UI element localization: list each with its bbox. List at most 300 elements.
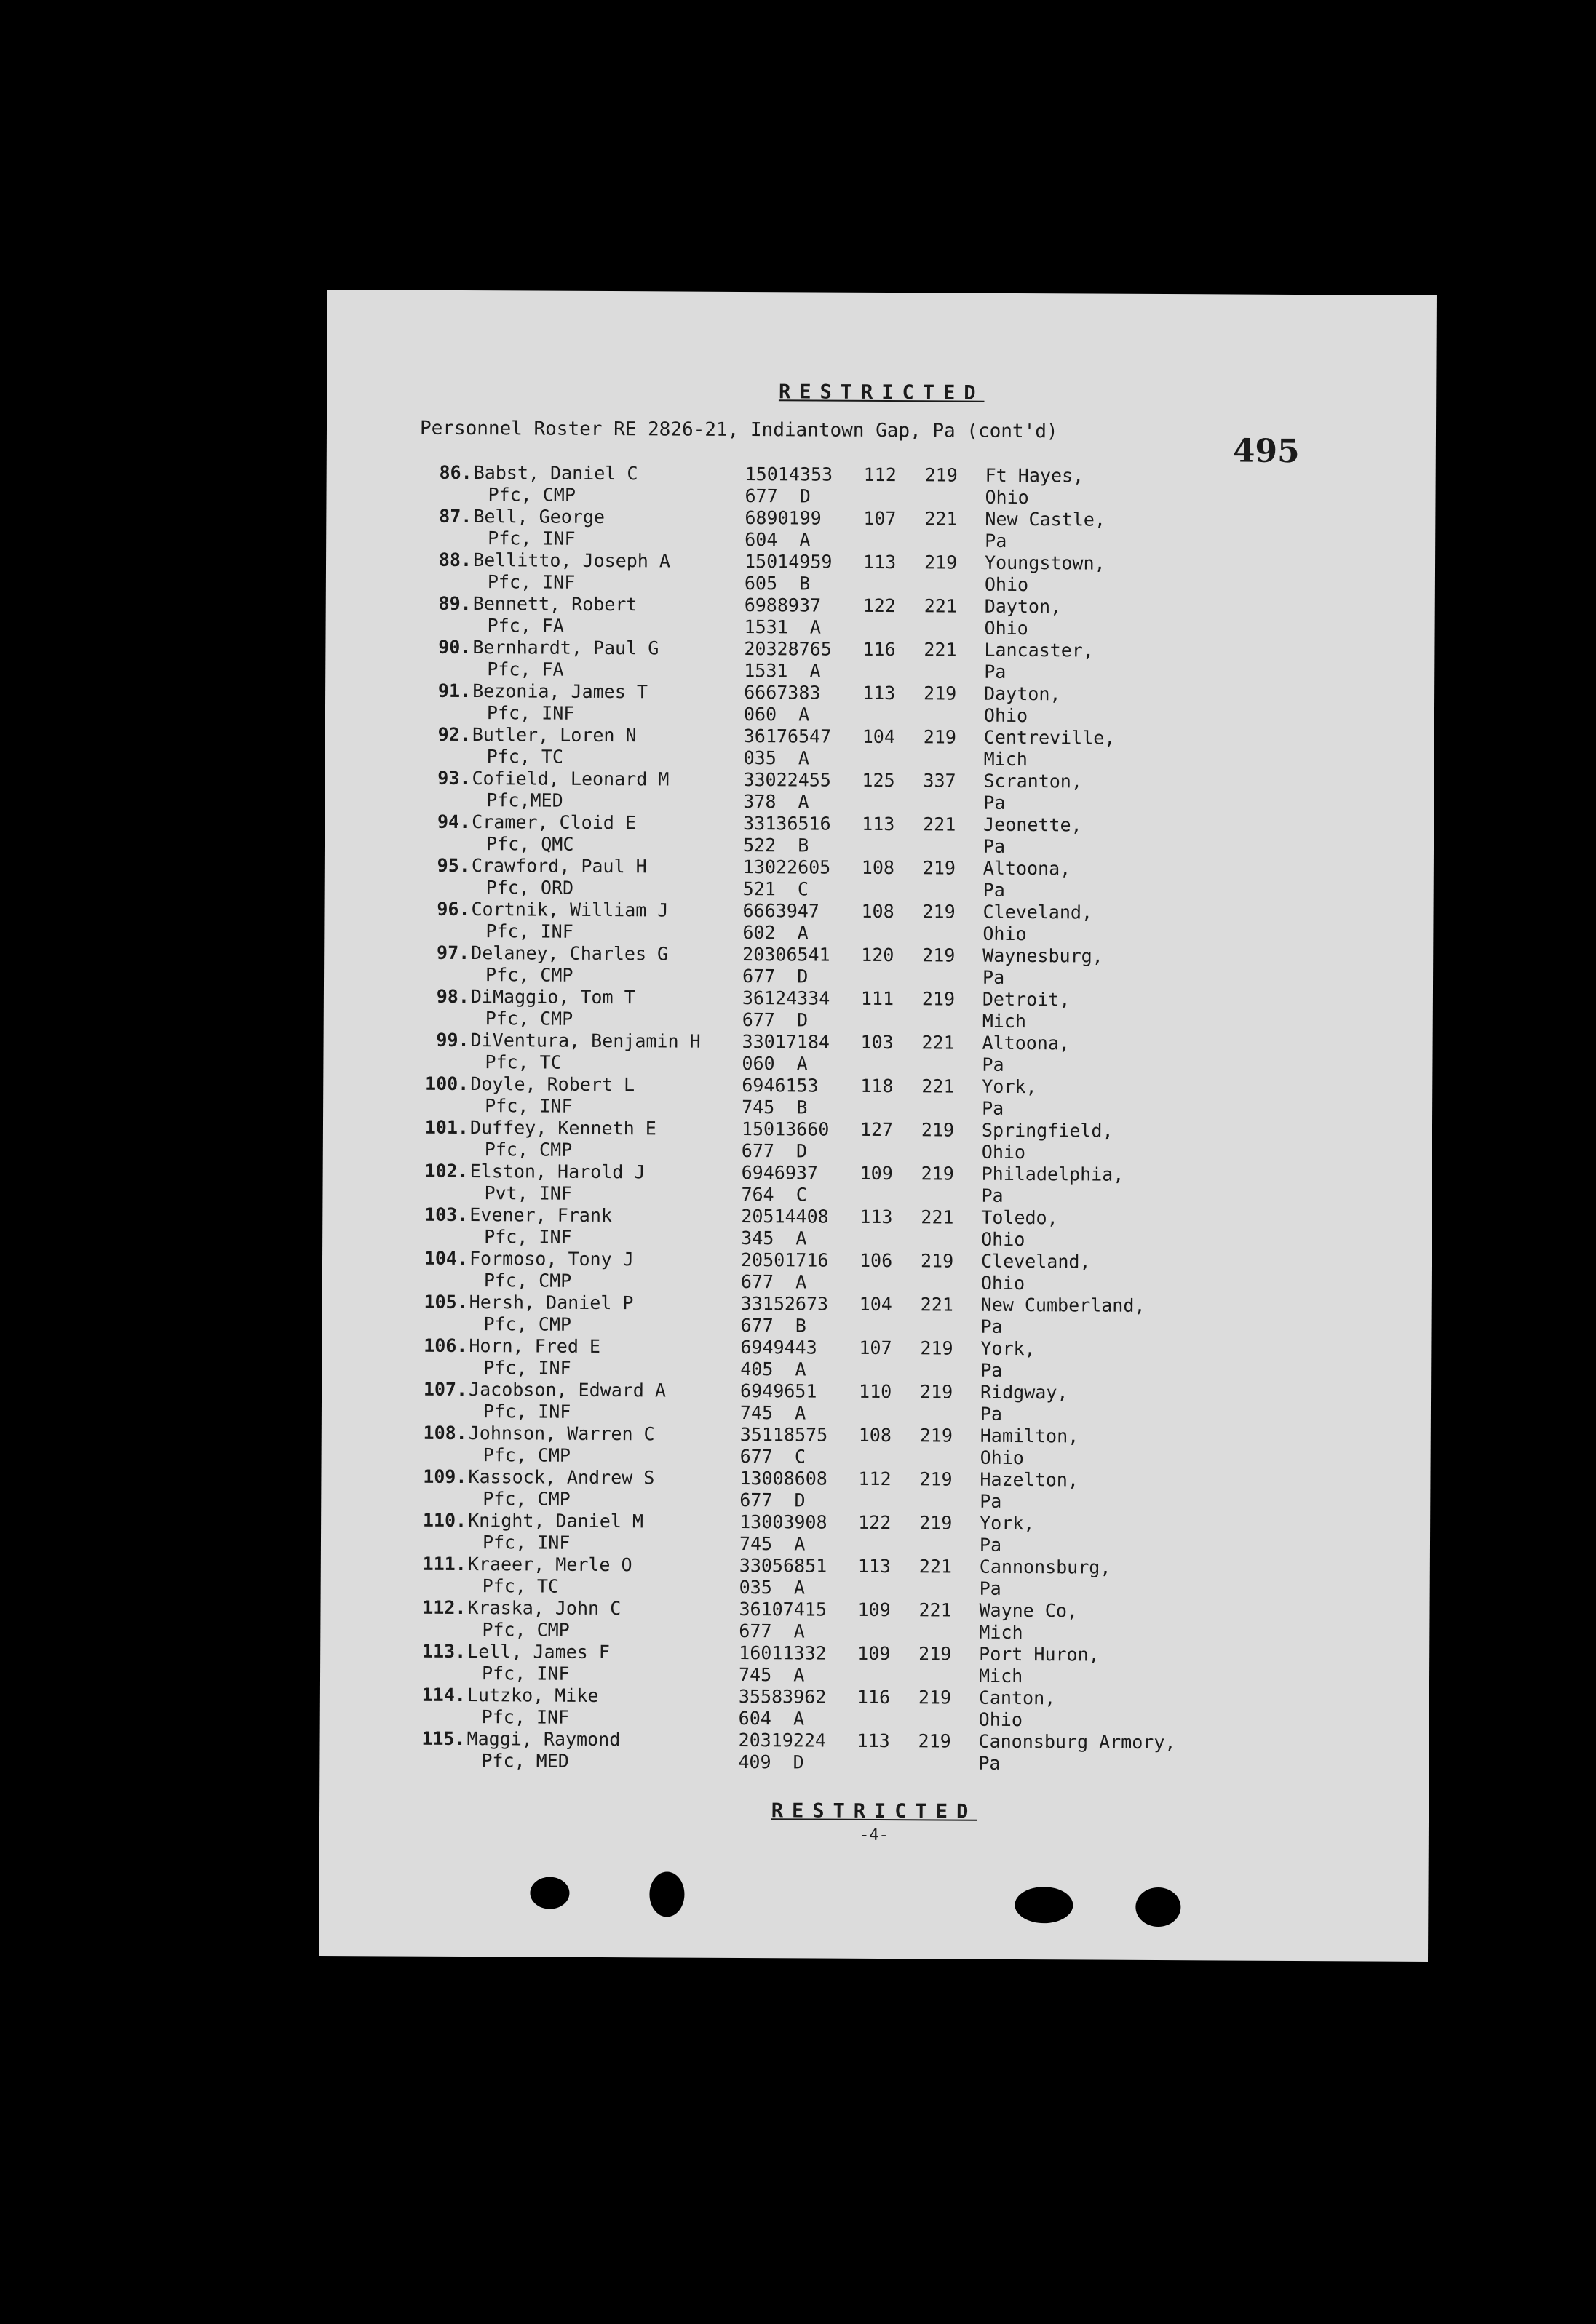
entry-rank: Pfc, CMP [483, 1270, 572, 1292]
entry-number: 109. [423, 1465, 467, 1488]
entry-code-b: 219 [924, 683, 957, 704]
entry-state: Ohio [978, 1708, 1023, 1731]
entry-number: 86. [439, 461, 472, 484]
roster-entry [320, 1596, 1429, 1646]
entry-city: Dayton, [984, 595, 1062, 618]
entry-rank: Pfc, CMP [485, 1008, 573, 1030]
entry-mos: 409 D [738, 1751, 804, 1773]
entry-serial: 15014959 [744, 551, 833, 573]
entry-name: DiMaggio, Tom T [470, 986, 635, 1008]
entry-name: Kraska, John C [467, 1597, 622, 1620]
entry-code-b: 221 [923, 813, 956, 835]
entry-mos: 602 A [742, 921, 809, 944]
roster-entry [322, 1378, 1431, 1428]
entry-name: Crawford, Paul H [471, 855, 647, 878]
entry-name: Babst, Daniel C [473, 462, 638, 485]
entry-serial: 20328765 [744, 638, 832, 660]
entry-code-b: 219 [920, 1250, 954, 1272]
entry-serial: 20306541 [742, 943, 830, 966]
entry-name: Butler, Loren N [472, 724, 637, 747]
entry-serial: 36124334 [742, 987, 830, 1009]
entry-name: Duffey, Kenneth E [469, 1117, 656, 1139]
entry-state: Pa [983, 792, 1006, 813]
entry-code-a: 108 [861, 900, 894, 923]
entry-name: Delaney, Charles G [471, 942, 669, 965]
entry-code-a: 118 [860, 1075, 894, 1097]
entry-state: Ohio [984, 573, 1029, 596]
entry-city: Centreville, [983, 726, 1116, 749]
roster-entry [322, 1422, 1431, 1471]
entry-rank: Pfc, INF [483, 1357, 571, 1379]
entry-code-a: 113 [862, 682, 896, 704]
entry-rank: Pfc, CMP [484, 1139, 573, 1161]
entry-rank: Pfc, INF [481, 1706, 570, 1728]
roster-entry [325, 723, 1434, 773]
entry-state: Ohio [985, 486, 1029, 509]
entry-code-a: 113 [859, 1206, 893, 1228]
entry-code-a: 112 [858, 1468, 892, 1490]
entry-state: Pa [982, 879, 1005, 901]
entry-city: Cleveland, [982, 901, 1093, 923]
entry-mos: 405 A [740, 1358, 806, 1380]
roster-entry [324, 898, 1433, 947]
entry-state: Pa [982, 835, 1006, 857]
entry-code-b: 219 [920, 1381, 953, 1403]
document-page [319, 290, 1437, 1962]
entry-code-a: 104 [862, 725, 896, 748]
entry-rank: Pfc, CMP [488, 484, 576, 506]
entry-mos: 677 D [741, 1139, 808, 1162]
entry-number: 111. [422, 1553, 467, 1575]
entry-mos: 677 D [742, 965, 809, 987]
entry-city: Philadelphia, [981, 1163, 1124, 1185]
entry-mos: 745 B [742, 1096, 808, 1118]
roster-entry [326, 505, 1435, 554]
punch-hole [649, 1871, 684, 1917]
roster-entry [323, 1073, 1432, 1122]
entry-city: Canonsburg Armory, [978, 1730, 1176, 1754]
roster-list [319, 461, 1435, 1777]
entry-rank: Pfc, MED [481, 1750, 569, 1772]
roster-entry [321, 1509, 1430, 1559]
entry-rank: Pfc, TC [486, 746, 564, 768]
entry-rank: Pfc, FA [487, 615, 565, 637]
entry-code-b: 219 [924, 552, 958, 573]
entry-name: Lell, James F [467, 1641, 610, 1663]
entry-mos: 035 A [743, 747, 810, 769]
roster-entry [325, 811, 1434, 860]
entry-name: Bell, George [473, 506, 606, 528]
entry-serial: 13003908 [739, 1511, 827, 1533]
entry-code-b: 219 [921, 1119, 955, 1141]
entry-serial: 15013660 [741, 1118, 830, 1140]
entry-rank: Pfc, FA [487, 658, 564, 680]
entry-name: Bennett, Robert [472, 593, 638, 616]
roster-entry [319, 1727, 1429, 1777]
entry-state: Pa [980, 1403, 1003, 1425]
roster-entry [325, 680, 1434, 729]
roster-entry [323, 1116, 1432, 1166]
entry-rank: Pfc,MED [486, 789, 563, 811]
entry-rank: Pfc, INF [484, 1226, 572, 1248]
entry-code-a: 109 [859, 1162, 893, 1185]
entry-code-b: 219 [918, 1643, 952, 1665]
entry-serial: 16011332 [739, 1641, 827, 1664]
entry-mos: 677 D [739, 1489, 806, 1511]
roster-entry [325, 767, 1434, 816]
entry-name: Horn, Fred E [469, 1335, 601, 1357]
entry-name: Kraeer, Merle O [467, 1553, 632, 1576]
entry-city: Cannonsburg, [979, 1556, 1111, 1578]
entry-number: 100. [424, 1073, 469, 1095]
roster-entry [326, 549, 1435, 598]
entry-city: York, [982, 1075, 1037, 1098]
entry-number: 104. [424, 1247, 469, 1270]
entry-code-b: 219 [922, 944, 956, 966]
entry-number: 101. [424, 1116, 469, 1139]
entry-mos: 522 B [742, 835, 809, 856]
entry-serial: 35118575 [739, 1423, 828, 1446]
entry-city: Altoona, [982, 1032, 1071, 1054]
entry-rank: Pfc, INF [485, 1095, 573, 1117]
entry-serial: 6988937 [744, 594, 822, 616]
entry-city: Springfield, [981, 1119, 1113, 1142]
page-stamp-number: 495 [1232, 432, 1300, 470]
entry-mos: 745 A [738, 1663, 805, 1686]
entry-serial: 20319224 [738, 1729, 827, 1751]
entry-mos: 521 C [742, 878, 809, 900]
entry-code-a: 120 [861, 944, 894, 966]
entry-code-b: 221 [918, 1599, 952, 1621]
entry-name: Cortnik, William J [471, 899, 669, 921]
entry-number: 90. [438, 636, 472, 658]
entry-state: Mich [979, 1621, 1023, 1644]
entry-serial: 6949443 [740, 1336, 817, 1358]
entry-name: Jacobson, Edward A [469, 1379, 667, 1401]
entry-number: 96. [437, 898, 470, 920]
entry-rank: Pfc, TC [485, 1051, 562, 1073]
entry-mos: 677 C [739, 1445, 806, 1468]
entry-mos: 035 A [739, 1576, 806, 1599]
entry-code-a: 116 [862, 638, 896, 661]
entry-code-a: 107 [859, 1337, 892, 1359]
entry-name: Evener, Frank [469, 1204, 613, 1227]
entry-city: New Castle, [985, 508, 1106, 530]
entry-city: Jeonette, [983, 813, 1082, 836]
entry-number: 105. [424, 1291, 468, 1313]
entry-state: Pa [980, 1490, 1002, 1512]
entry-serial: 6946937 [741, 1161, 819, 1184]
entry-state: Pa [982, 1097, 1004, 1119]
entry-code-b: 219 [924, 464, 958, 486]
entry-mos: 745 A [739, 1532, 806, 1555]
entry-code-a: 122 [862, 594, 896, 617]
entry-serial: 13022605 [742, 856, 831, 878]
roster-entry [322, 1291, 1431, 1340]
entry-mos: 605 B [744, 573, 811, 594]
entry-rank: Pfc, INF [488, 528, 576, 549]
entry-code-a: 113 [862, 813, 895, 835]
entry-code-b: 219 [919, 1425, 953, 1446]
entry-number: 93. [437, 767, 471, 789]
entry-number: 92. [437, 723, 471, 746]
entry-mos: 1531 A [744, 660, 821, 682]
entry-mos: 677 A [740, 1270, 807, 1293]
entry-rank: Pfc, INF [482, 1532, 571, 1553]
entry-city: Lancaster, [984, 639, 1095, 661]
entry-code-b: 219 [918, 1730, 951, 1752]
entry-city: Youngstown, [984, 552, 1105, 574]
entry-state: Mich [983, 748, 1028, 771]
entry-code-b: 221 [921, 1075, 955, 1097]
entry-code-a: 109 [857, 1642, 891, 1665]
entry-state: Pa [982, 966, 1005, 988]
roster-entry [321, 1553, 1430, 1602]
entry-code-a: 104 [859, 1293, 892, 1316]
roster-entry [322, 1334, 1431, 1384]
entry-rank: Pvt, INF [484, 1182, 572, 1204]
entry-code-a: 111 [860, 987, 894, 1010]
entry-mos: 764 C [741, 1183, 807, 1206]
roster-entry [320, 1640, 1429, 1690]
entry-state: Pa [982, 1054, 1004, 1075]
entry-code-b: 221 [921, 1032, 955, 1054]
entry-serial: 33152673 [740, 1292, 829, 1315]
entry-mos: 677 B [740, 1314, 806, 1337]
entry-name: Bernhardt, Paul G [472, 637, 659, 659]
entry-name: Maggi, Raymond [467, 1728, 621, 1751]
entry-rank: Pfc, CMP [483, 1444, 571, 1466]
entry-rank: Pfc, QMC [485, 833, 574, 855]
entry-rank: Pfc, INF [483, 1401, 571, 1422]
entry-code-a: 113 [857, 1555, 892, 1577]
entry-mos: 060 A [742, 1052, 808, 1075]
entry-city: Hazelton, [980, 1468, 1079, 1491]
entry-city: Ft Hayes, [985, 464, 1084, 487]
entry-name: Doyle, Robert L [470, 1073, 635, 1096]
entry-rank: Pfc, CMP [485, 964, 573, 986]
entry-serial: 33017184 [742, 1030, 830, 1053]
entry-state: Pa [979, 1577, 1001, 1599]
entry-code-b: 219 [921, 1163, 954, 1185]
entry-mos: 604 A [738, 1707, 805, 1730]
roster-entry [320, 1684, 1429, 1733]
entry-state: Pa [985, 530, 1007, 552]
entry-serial: 20514408 [741, 1205, 829, 1227]
entry-mos: 677 D [745, 485, 811, 507]
roster-entry [324, 985, 1433, 1035]
entry-city: Waynesburg, [982, 944, 1103, 967]
entry-serial: 33056851 [739, 1554, 827, 1577]
entry-serial: 6663947 [742, 899, 819, 922]
entry-number: 112. [422, 1596, 467, 1619]
entry-name: DiVentura, Benjamin H [470, 1030, 701, 1052]
entry-mos: 604 A [745, 529, 811, 551]
entry-number: 97. [436, 942, 470, 964]
entry-state: Ohio [981, 1228, 1025, 1251]
roster-entry [325, 854, 1434, 904]
entry-code-b: 219 [920, 1337, 953, 1359]
entry-city: Wayne Co, [979, 1599, 1079, 1622]
entry-name: Cofield, Leonard M [472, 768, 670, 790]
entry-state: Ohio [982, 923, 1027, 945]
roster-entry [324, 942, 1433, 991]
entry-state: Ohio [983, 704, 1028, 727]
roster-entry [322, 1247, 1432, 1297]
entry-mos: 677 A [739, 1620, 805, 1642]
entry-code-a: 127 [859, 1118, 894, 1141]
entry-number: 108. [423, 1422, 467, 1444]
entry-rank: Pfc, INF [487, 571, 576, 593]
entry-number: 88. [438, 549, 472, 571]
punch-hole [1015, 1887, 1073, 1923]
entry-code-b: 221 [920, 1294, 953, 1316]
entry-state: Pa [984, 661, 1007, 683]
entry-code-a: 103 [860, 1031, 894, 1054]
roster-entry [325, 636, 1434, 685]
entry-code-a: 108 [861, 856, 895, 879]
roster-entry [322, 1203, 1432, 1253]
entry-code-b: 221 [924, 508, 958, 530]
entry-city: New Cumberland, [980, 1294, 1146, 1316]
entry-code-a: 107 [863, 507, 897, 530]
entry-city: Detroit, [982, 988, 1071, 1011]
entry-city: Scranton, [983, 770, 1083, 792]
entry-code-b: 219 [923, 726, 957, 748]
entry-city: Port Huron, [979, 1643, 1100, 1666]
entry-serial: 13008608 [739, 1467, 827, 1489]
entry-serial: 33022455 [743, 769, 831, 791]
entry-name: Bellitto, Joseph A [472, 549, 671, 572]
entry-mos: 1531 A [744, 616, 822, 638]
entry-code-b: 219 [919, 1512, 953, 1534]
entry-code-b: 219 [918, 1687, 952, 1708]
entry-mos: 345 A [741, 1227, 807, 1249]
entry-serial: 15014353 [745, 463, 833, 485]
entry-name: Lutzko, Mike [467, 1684, 599, 1706]
entry-code-a: 112 [863, 463, 897, 486]
roster-entry [322, 1160, 1432, 1209]
entry-mos: 060 A [743, 704, 810, 725]
entry-code-b: 219 [919, 1468, 953, 1490]
entry-number: 87. [439, 505, 472, 528]
entry-city: York, [980, 1512, 1035, 1535]
entry-state: Pa [980, 1316, 1003, 1337]
entry-code-a: 110 [859, 1380, 892, 1403]
entry-number: 106. [424, 1334, 468, 1357]
roster-title: Personnel Roster RE 2826-21, Indiantown Gap, Pa (cont'd) [419, 417, 1058, 443]
entry-city: Ridgway, [980, 1381, 1068, 1404]
entry-city: Dayton, [984, 683, 1061, 705]
entry-number: 110. [422, 1509, 467, 1532]
entry-code-b: 221 [924, 595, 957, 617]
entry-name: Cramer, Cloid E [472, 811, 637, 834]
entry-name: Formoso, Tony J [469, 1248, 634, 1270]
entry-serial: 36107415 [739, 1598, 827, 1620]
entry-serial: 33136516 [743, 813, 831, 835]
entry-state: Ohio [980, 1446, 1024, 1469]
entry-serial: 6667383 [744, 682, 821, 704]
entry-mos: 677 D [742, 1008, 809, 1031]
entry-serial: 20501716 [740, 1249, 829, 1271]
entry-number: 99. [436, 1029, 469, 1051]
entry-number: 89. [438, 592, 472, 615]
entry-state: Mich [978, 1665, 1023, 1687]
entry-city: Altoona, [982, 857, 1071, 880]
entry-city: Canton, [978, 1687, 1056, 1709]
page-number: -4- [859, 1826, 889, 1845]
entry-state: Mich [982, 1010, 1027, 1032]
header-restricted: RESTRICTED [778, 381, 985, 405]
entry-number: 98. [436, 985, 469, 1008]
entry-city: York, [980, 1337, 1036, 1360]
entry-number: 103. [424, 1203, 469, 1226]
entry-name: Knight, Daniel M [468, 1510, 644, 1532]
entry-state: Ohio [980, 1272, 1025, 1294]
entry-name: Kassock, Andrew S [468, 1466, 655, 1489]
entry-rank: Pfc, TC [482, 1575, 560, 1597]
entry-serial: 35583962 [738, 1685, 827, 1708]
entry-code-a: 109 [857, 1599, 891, 1621]
entry-code-a: 122 [858, 1511, 892, 1534]
entry-rank: Pfc, INF [485, 920, 573, 942]
entry-number: 107. [423, 1378, 468, 1401]
entry-rank: Pfc, ORD [485, 877, 574, 899]
entry-number: 95. [437, 854, 470, 877]
roster-entry [326, 592, 1435, 642]
entry-serial: 6949651 [740, 1380, 817, 1402]
entry-code-a: 113 [857, 1730, 890, 1752]
entry-code-b: 221 [924, 639, 957, 661]
entry-mos: 745 A [739, 1401, 806, 1424]
entry-name: Hersh, Daniel P [469, 1292, 634, 1314]
punch-hole [530, 1877, 569, 1909]
entry-name: Johnson, Warren C [468, 1422, 655, 1445]
entry-code-b: 221 [921, 1206, 954, 1228]
entry-code-a: 113 [862, 551, 897, 573]
entry-number: 114. [421, 1684, 466, 1706]
entry-number: 91. [437, 680, 472, 702]
entry-code-a: 116 [857, 1686, 891, 1708]
entry-rank: Pfc, CMP [483, 1488, 571, 1510]
entry-state: Pa [980, 1359, 1003, 1381]
entry-code-b: 221 [918, 1556, 953, 1577]
entry-number: 102. [424, 1160, 469, 1182]
punch-hole [1135, 1887, 1180, 1927]
entry-code-a: 125 [862, 769, 895, 792]
entry-city: Hamilton, [980, 1425, 1079, 1447]
entry-number: 113. [421, 1640, 467, 1663]
entry-mos: 378 A [743, 791, 809, 813]
entry-rank: Pfc, INF [481, 1663, 570, 1684]
entry-code-a: 108 [858, 1424, 892, 1446]
entry-state: Pa [979, 1534, 1002, 1556]
entry-number: 94. [437, 811, 471, 833]
entry-city: Cleveland, [980, 1250, 1091, 1273]
entry-code-b: 219 [922, 857, 956, 879]
entry-city: Toledo, [981, 1206, 1058, 1229]
roster-entry [321, 1465, 1430, 1515]
roster-entry [326, 461, 1435, 511]
roster-entry [323, 1029, 1432, 1078]
entry-code-b: 337 [923, 770, 956, 792]
entry-serial: 6890199 [745, 507, 822, 529]
entry-rank: Pfc, CMP [483, 1313, 572, 1335]
entry-serial: 36176547 [743, 725, 832, 747]
footer-restricted: RESTRICTED [771, 1799, 977, 1823]
entry-state: Pa [981, 1185, 1004, 1206]
entry-state: Ohio [981, 1141, 1026, 1163]
